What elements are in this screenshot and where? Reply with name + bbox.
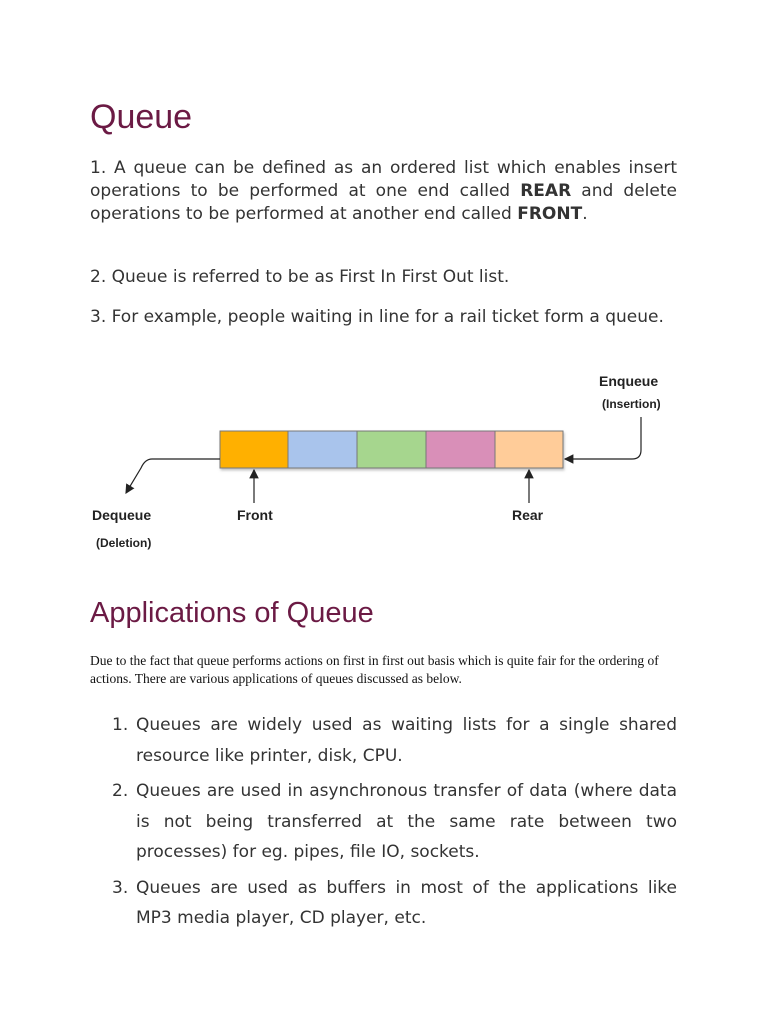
enqueue-label: Enqueue bbox=[599, 373, 659, 389]
applications-list bbox=[90, 710, 677, 939]
rear-term: REAR bbox=[520, 181, 572, 201]
list-item-number: 3. bbox=[112, 877, 129, 898]
queue-diagram bbox=[90, 368, 690, 558]
deletion-label: (Deletion) bbox=[96, 536, 152, 550]
list-item-number: 2. bbox=[112, 781, 129, 801]
list-item bbox=[90, 776, 677, 868]
queue-cell bbox=[288, 431, 357, 468]
list-item bbox=[90, 710, 677, 771]
definition-end: . bbox=[582, 204, 588, 224]
dequeue-arrow bbox=[126, 459, 220, 493]
list-item-number: 1. bbox=[112, 715, 129, 735]
page-title: Queue bbox=[90, 98, 193, 136]
example-paragraph: 3. For example, people waiting in line for a rail ticket form a queue. bbox=[90, 307, 664, 327]
list-item bbox=[90, 873, 677, 934]
applications-intro: Due to the fact that queue performs actions on first in first out basis which is quite fair for the ordering of actions. There are various applications of queues discussed as below. bbox=[90, 653, 659, 686]
front-label: Front bbox=[237, 507, 273, 523]
insertion-label: (Insertion) bbox=[602, 397, 661, 411]
queue-cell bbox=[426, 431, 495, 468]
queue-cell bbox=[357, 431, 426, 468]
enqueue-arrow bbox=[565, 417, 641, 459]
queue-cell-rear bbox=[495, 431, 563, 468]
definition-paragraph bbox=[90, 157, 677, 226]
front-term: FRONT bbox=[517, 204, 583, 224]
definition-text-1: 1. A queue can be defined as an ordered list which enables insert operations to be performed at one end called bbox=[90, 158, 677, 201]
list-item-text: Queues are used as buffers in most of the applications like MP3 media player, CD player, etc. bbox=[136, 877, 677, 928]
fifo-paragraph: 2. Queue is referred to be as First In First Out list. bbox=[90, 267, 510, 287]
dequeue-label: Dequeue bbox=[92, 507, 152, 523]
list-item-text: Queues are used in asynchronous transfer of data (where data is not being transferred at the same rate between two processes) for eg. pipes, file IO, sockets. bbox=[136, 781, 677, 862]
applications-heading: Applications of Queue bbox=[90, 597, 374, 629]
queue-cells bbox=[220, 431, 563, 468]
rear-label: Rear bbox=[512, 507, 544, 523]
queue-cell-front bbox=[220, 431, 288, 468]
definition-text-2: and delete operations to be performed at another end called bbox=[90, 181, 677, 224]
list-item-text: Queues are widely used as waiting lists for a single shared resource like printer, disk, CPU. bbox=[136, 715, 677, 766]
